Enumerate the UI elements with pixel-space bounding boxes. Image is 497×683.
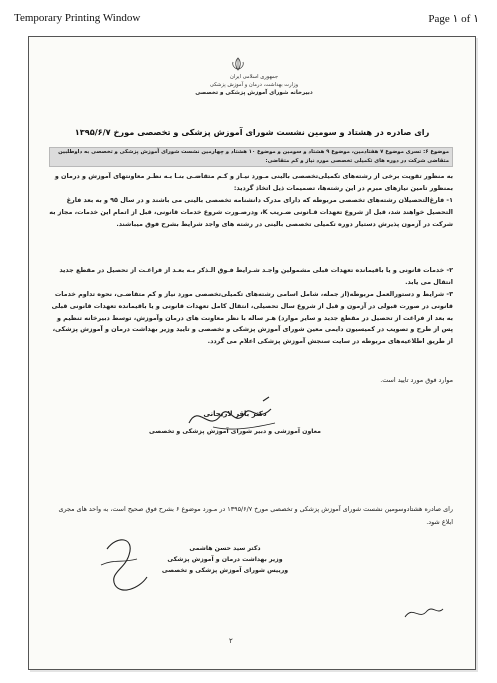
document-title: رای صادره در هشتاد و سومین نشست شورای آموزش پزشکی و تخصصی مورخ ۱۳۹۵/۶/۷ — [74, 127, 430, 137]
closing-paragraph: رای صادره هشتادوسومین نشست شورای آموزش پزشکی و تخصصی مورخ ۱۳۹۵/۶/۷ در مـورد موضوع ۶ بشرح فوق صحیح است، به واحد های مجری ابلاغ شود. — [58, 505, 453, 526]
intro-paragraph: به منظور تقویت برخی از رشته‌های تکمیلی‌تخصصی بالینی مـورد نیـاز و کـم متقاضـی بنـا بـه نظـر معاونتهای آموزش و درمان و بمنظور تامین نیازهای مبرم در این رشته‌ها، تصمیمات ذیل اتخاذ گردید: — [54, 172, 453, 192]
letterhead — [179, 73, 329, 97]
signer2-role2: ورییس شورای آموزش پزشکی و تخصصی — [161, 567, 289, 574]
margin-scribble — [399, 597, 449, 627]
decision-item-1: ۱- فارغ‌التحصیلان رشته‌های تخصصی مربوطه که دارای مدرک دانشنامه تخصصی بالینی می باشند و در سال ۹۵ و به بعد فارغ التحصیل خواهند شد، قبل از شروع تعهدات قـانونی ضـریب K، ودرصـورت شروع خدمات قانونی، قبل از اتمام این خدمات، مجاز به شرکت در آزمون پذیرش دستیار دوره تکمیلی تخصصی بالینی در رشته های واجد شرایط بشرح فوق میباشند. — [49, 196, 453, 228]
subject-box: موضوع ۶: تسری موضوع ۷ هفتادمین، موضوع ۹ هشتاد و سومین و موضوع ۱۰ هشتاد و چهارمین نشست شورای آموزش پزشکی و تخصصی به داوطلبین متقاضی شرکت در دوره های تکمیلی تخصصی مورد نیاز و کم متقاضی: — [49, 147, 453, 167]
page-indicator: Page ۱ of ۱ — [428, 13, 479, 25]
letterhead-line1: جمهوری اسلامی ایران — [229, 74, 279, 80]
signer1-name: دکتر باقر لاریجانی — [203, 410, 267, 418]
signature-1-scribble — [179, 393, 289, 437]
decision-item-3: ۳- شرایط و دستورالعمل مربوطه(از جمله، شامل اسامی رشته‌های تکمیلی‌تخصصی مورد نیاز و کم متقاضـی، نحوه تداوم خدمات قانونی در صورت قبولی در آزمون و قبل از شروع سال تحصیلی، انتقال کامل تعهدات قانونی و یا باقیمانده تعهدات قانونی قبلی به بعد از فراغت از تحصیل در مقطع جدید و سایر موارد) هـر ساله با نظر معاونت های درمان وآموزش، توسط دبیرخانه تنظیم و پس از طرح و تصویب در کمیسیون دایمی معین شورای آموزش پزشکی و تخصصی و تایید وزیر بهداشت درمان و آموزش پزشکی، از طریق اطلاعیه‌های مربوطه در سایت سنجش آموزش پزشکی اعلام می گردد. — [51, 290, 453, 346]
document-sheet — [28, 36, 476, 670]
signer2-name: دکتر سید حسن هاشمی — [189, 545, 261, 552]
approval-line: موارد فوق مورد تایید است. — [380, 376, 453, 384]
page-number: ۲ — [229, 637, 233, 645]
iran-emblem-icon — [230, 57, 246, 71]
letterhead-line2: وزارت بهداشت، درمان و آموزش پزشکی — [209, 82, 299, 88]
signer1-role: معاون آموزشی و دبیر شورای آموزش پزشکی و تخصصی — [149, 428, 321, 435]
letterhead-line3: دبیرخانه شورای آموزش پزشکی و تخصصی — [195, 90, 313, 96]
signature-block-2 — [125, 543, 325, 576]
decision-item-2: ۲- خدمات قانونی و یا باقیمانده تعهدات قبلی مشمولین واجـد شـرایط فـوق الـذکر بـه بعـد از فراغـت از تحصیل در مقطع جدید انتقال می یابد. — [59, 266, 453, 286]
signer2-role1: وزیر بهداشت درمان و آموزش پزشکی — [167, 556, 283, 563]
window-title: Temporary Printing Window — [14, 12, 141, 24]
